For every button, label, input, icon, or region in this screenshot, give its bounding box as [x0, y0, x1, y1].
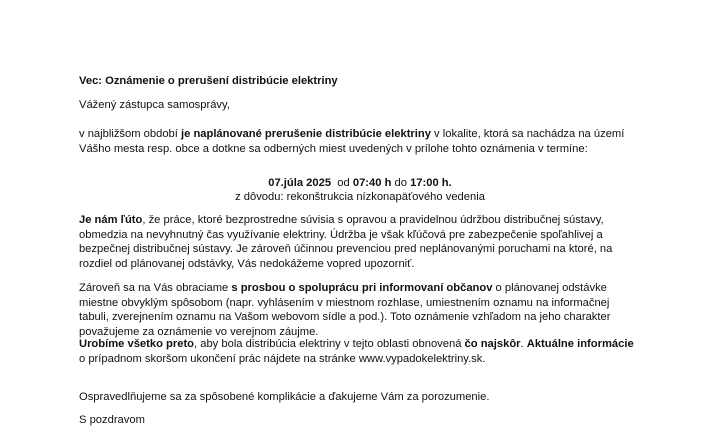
paragraph-apology: Je nám ľúto, že práce, ktoré bezprostredne súvisia s opravou a pravidelnou údržbou distribučnej sústavy, obmedzia na nevyhnutný čas využívanie elektriny. Údržba je však kľúčová pre zabezpečenie spoľahlivej a bezpečnej distribučnej sústavy. Je zároveň účinnou prevenciou pred neplánovanými poruchami na ktoré, na rozdiel od plánovanej odstávky, Vás nedokážeme vopred upozorniť.	[79, 214, 613, 270]
outage-start-time: 07:40 h	[352, 177, 392, 189]
outage-reason: z dôvodu: rekonštrukcia nízkonapäťového vedenia	[235, 191, 485, 203]
salutation: Vážený zástupca samosprávy,	[79, 99, 230, 111]
regards: S pozdravom	[79, 414, 145, 426]
outage-end-time: 17:00 h.	[410, 177, 452, 189]
paragraph-cooperation: Zároveň sa na Vás obraciame s prosbou o spoluprácu pri informovaní občanov o plánovanej odstávke miestne obvyklým spôsobom (napr. vyhlásením v miestnom rozhlase, umiestnením oznamu na informačnej tabuli, zverejnením oznamu na Vašom webovom sídle a pod.). Toto oznámenie vzhľadom na jeho charakter považujeme za oznámenie vo verejnom záujme.	[79, 282, 611, 338]
outage-schedule: 07.júla 2025 od 07:40 h do 17:00 h.	[268, 177, 452, 189]
paragraph-outage-notice: v najbližšom období je naplánované prerušenie distribúcie elektriny v lokalite, ktorá sa nachádza na území Vášho mesta resp. obce a dotkne sa odberných miest uvedených v prílohe tohto oznámenia v termíne:	[79, 128, 625, 155]
paragraph-restoration: Urobíme všetko preto, aby bola distribúcia elektriny v tejto oblasti obnovená čo najskôr. Aktuálne informácie o prípadnom skoršom ukončení prác nájdete na stránke www.vypadokelektriny.sk.	[79, 338, 634, 365]
letter-subject: Vec: Oznámenie o prerušení distribúcie elektriny	[79, 75, 338, 87]
outage-date: 07.júla 2025	[268, 177, 332, 189]
closing-line: Ospravedlňujeme sa za spôsobené komplikácie a ďakujeme Vám za porozumenie.	[79, 391, 490, 403]
